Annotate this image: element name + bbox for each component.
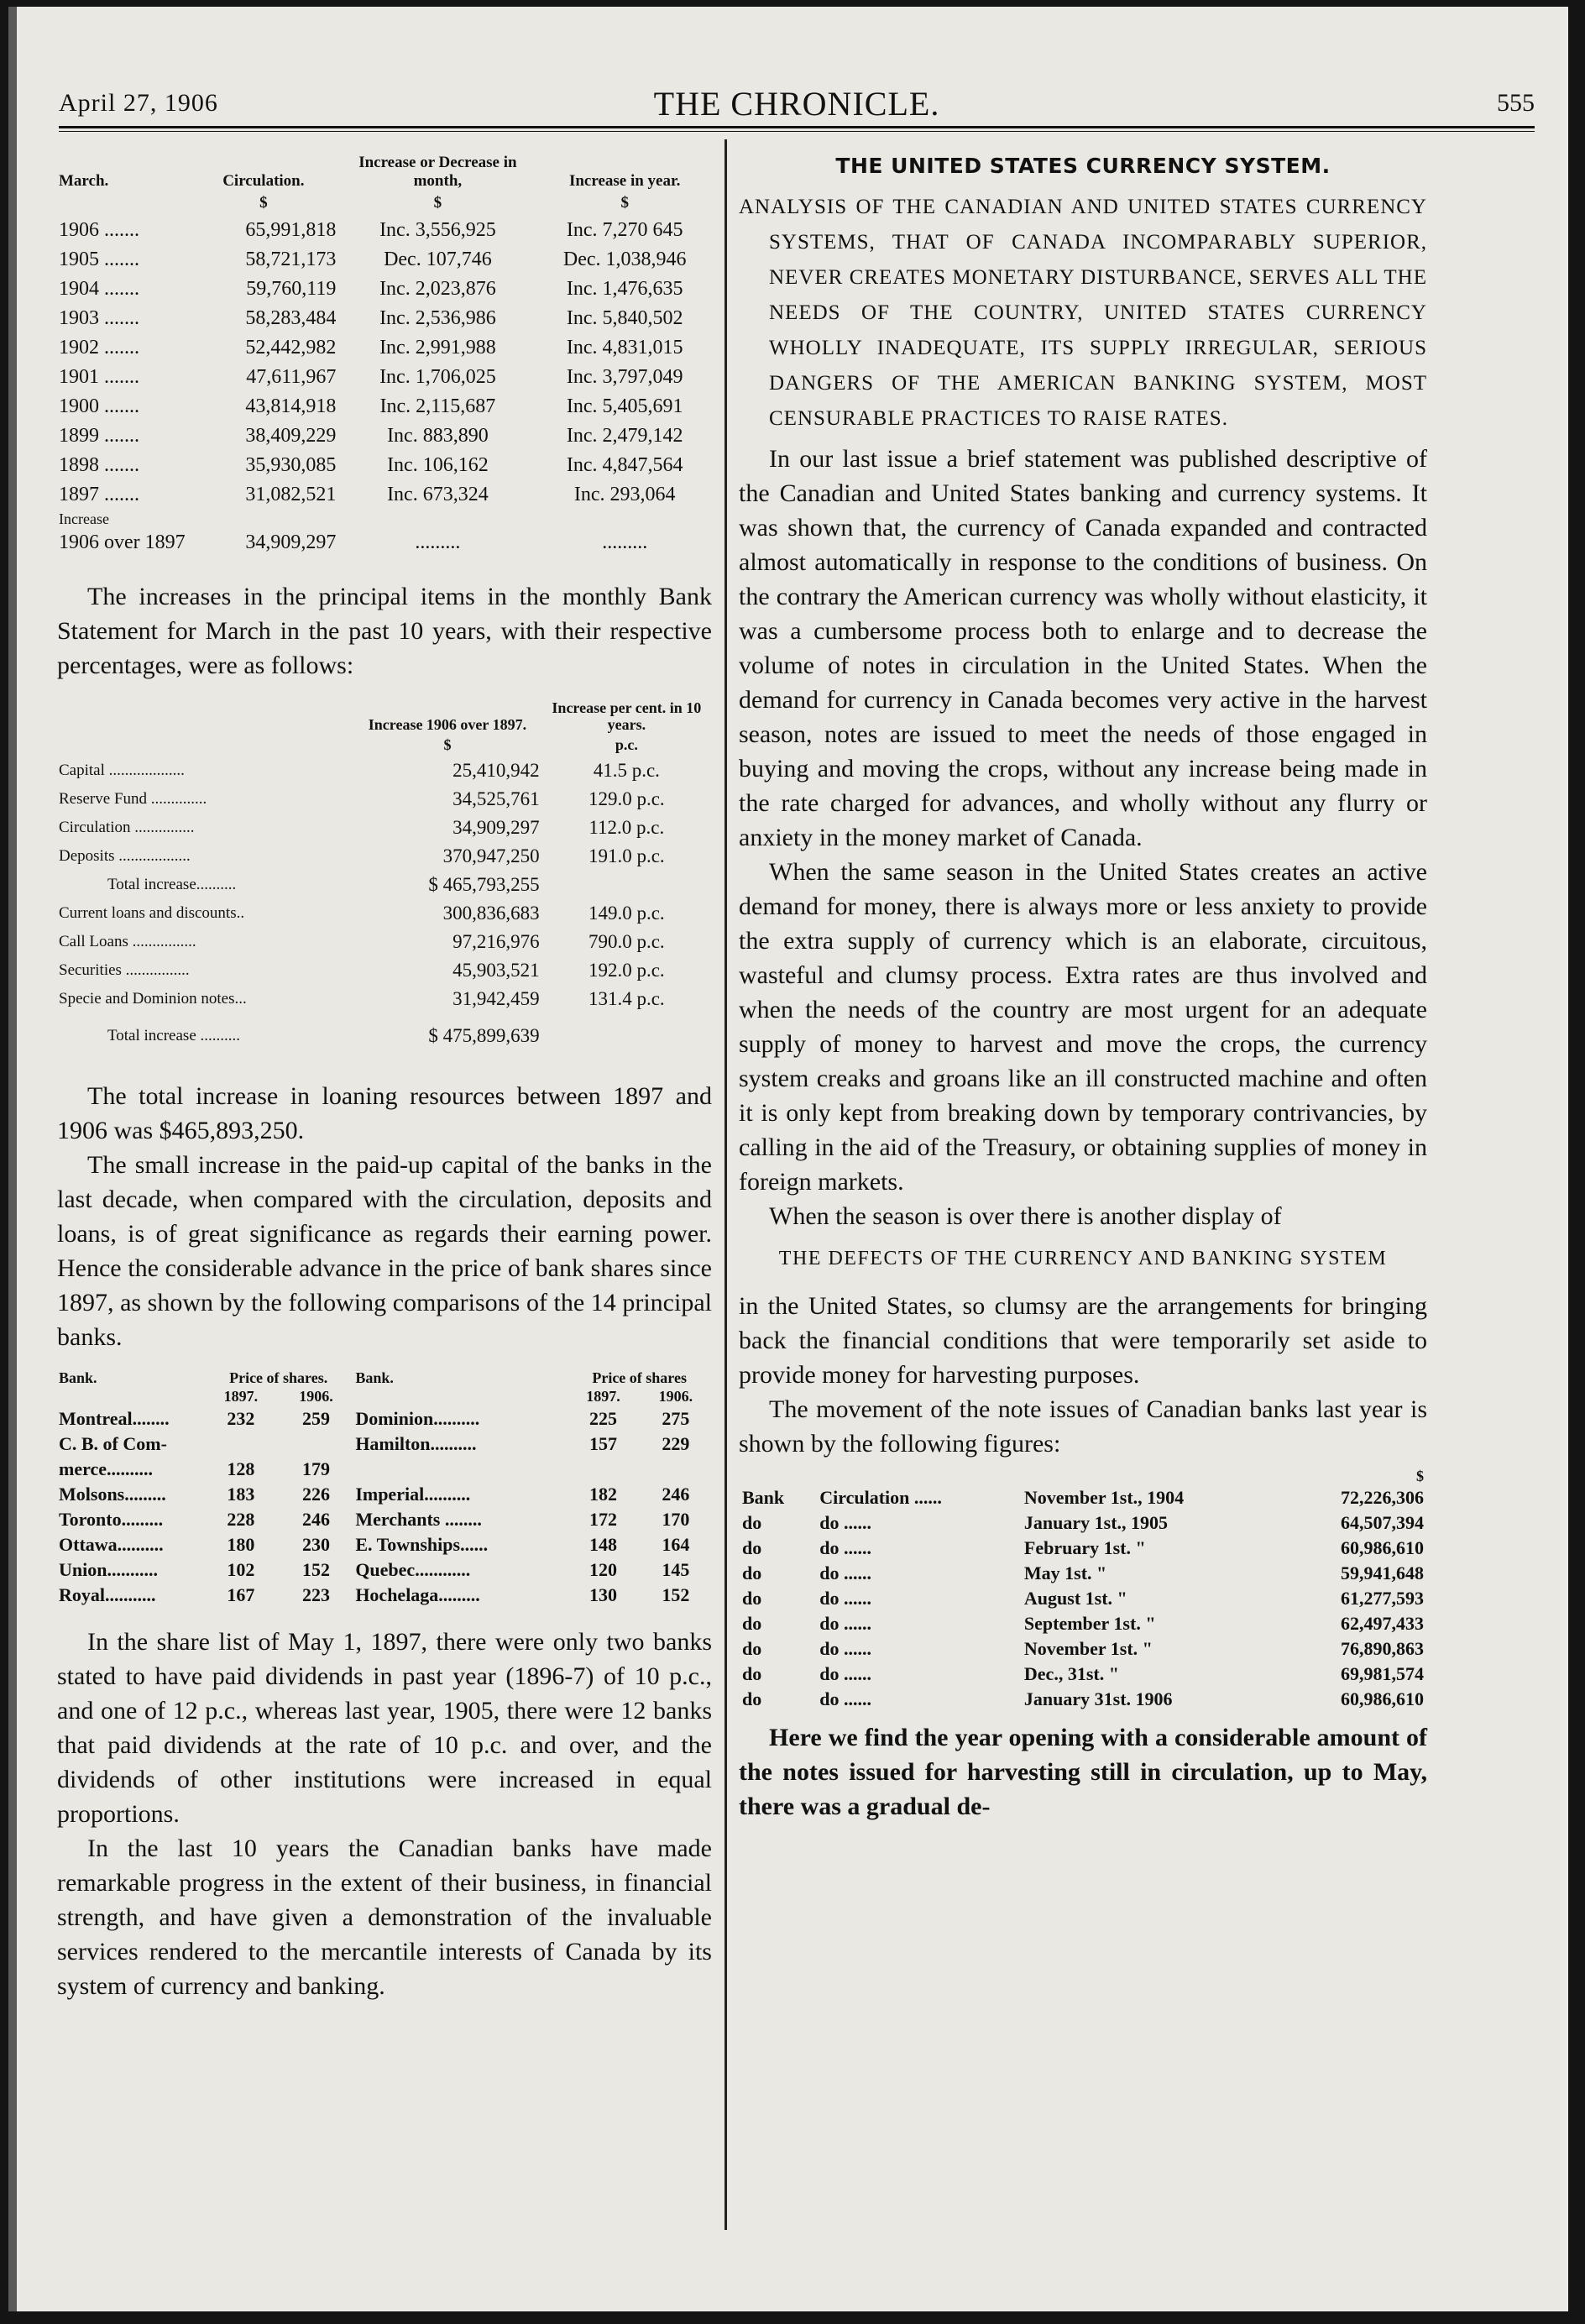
col-header-year-change: Increase in year. bbox=[568, 172, 681, 190]
price-1906-cell: 152 bbox=[662, 1584, 690, 1605]
para-small-increase: The small increase in the paid-up capital of the banks in the last decade, when compared with the circulation, deposits and loans, is of great significance as regards their earning power. Hence the considerable advance in the price of bank shares since 1897, as shown by the following comparisons of the 14 principal banks. bbox=[57, 1151, 712, 1351]
increase-cell: $ 465,793,255 bbox=[428, 874, 540, 895]
price-1897-cell: 228 bbox=[227, 1509, 255, 1530]
note-issue-row bbox=[739, 1611, 1427, 1636]
unit-cell: $ bbox=[259, 194, 268, 212]
circulation-cell: 38,409,229 bbox=[245, 425, 337, 447]
circulation-row bbox=[57, 275, 712, 304]
price-1897-cell bbox=[567, 1457, 639, 1482]
col-header-item bbox=[57, 699, 353, 736]
amount-cell: 59,941,648 bbox=[1341, 1562, 1424, 1583]
header-rule bbox=[59, 126, 1535, 128]
unit-cell: p.c. bbox=[615, 736, 638, 753]
col-header-1906-right: 1906. bbox=[658, 1388, 693, 1405]
col-header-1906-left: 1906. bbox=[299, 1388, 333, 1405]
bank-cell: do bbox=[742, 1512, 762, 1533]
bank-cell: do bbox=[742, 1562, 762, 1583]
price-1906-cell: 145 bbox=[662, 1559, 690, 1580]
para-increases: The increases in the principal items in the monthly Bank Statement for March in the past 10 years, with their respective percentages, were as follows: bbox=[57, 583, 712, 679]
year-change-cell: Inc. 7,270 645 bbox=[566, 219, 683, 241]
bank-name-cell: Quebec............ bbox=[355, 1559, 471, 1580]
price-1897-cell: 128 bbox=[227, 1458, 255, 1479]
bank-row bbox=[57, 1583, 712, 1608]
item-cell: Specie and Dominion notes... bbox=[59, 990, 247, 1008]
increase-row bbox=[57, 785, 712, 814]
increase-row bbox=[57, 814, 712, 842]
amount-cell: 60,986,610 bbox=[1341, 1688, 1424, 1709]
page-edge-shadow bbox=[8, 7, 17, 2311]
percent-cell: 129.0 p.c. bbox=[588, 788, 665, 809]
header-title: THE CHRONICLE. bbox=[653, 85, 940, 123]
price-1906-cell: 170 bbox=[662, 1509, 690, 1530]
increase-cell: 25,410,942 bbox=[452, 760, 540, 781]
col-header-month-change: Increase or Decrease in month, bbox=[358, 154, 517, 190]
para-season-over: When the season is over there is another display of bbox=[769, 1202, 1282, 1230]
year-change-cell: ......... bbox=[602, 531, 648, 553]
bank-cell: Bank bbox=[742, 1487, 785, 1508]
increase-row bbox=[57, 756, 712, 785]
year-change-cell: Inc. 1,476,635 bbox=[566, 278, 683, 300]
price-1897-cell: 102 bbox=[227, 1559, 255, 1580]
increase-label-row bbox=[57, 510, 712, 528]
increase-cell: 34,909,297 bbox=[452, 817, 540, 838]
increase-cell: 31,942,459 bbox=[452, 988, 540, 1009]
bank-name-cell: Merchants ........ bbox=[355, 1509, 482, 1530]
circulation-row bbox=[57, 421, 712, 451]
total-row bbox=[57, 1022, 712, 1050]
price-1906-cell: 259 bbox=[301, 1408, 330, 1429]
col-header-march: March. bbox=[59, 172, 109, 190]
increase-row bbox=[57, 956, 712, 985]
circulation-row bbox=[57, 392, 712, 421]
para-last-10-years: In the last 10 years the Canadian banks have made remarkable progress in the extent of their business, in financial strength, and have given a demonstration of the invaluable services rendered to the mercantile interests of Canada by its system of currency and banking. bbox=[57, 1835, 712, 2000]
increase-cell: $ 475,899,639 bbox=[428, 1025, 540, 1046]
price-1906-cell: 152 bbox=[301, 1559, 330, 1580]
month-change-cell: Inc. 883,890 bbox=[387, 425, 489, 447]
price-1906-cell: 179 bbox=[301, 1458, 330, 1479]
percent-cell: 131.4 p.c. bbox=[588, 988, 665, 1009]
increase-row bbox=[57, 899, 712, 928]
para-clumsy-arrangements: in the United States, so clumsy are the arrangements for bringing back the financial conditions that were temporarily set aside to provide money for harvesting purposes. bbox=[739, 1292, 1427, 1389]
month-change-cell: Inc. 3,556,925 bbox=[379, 219, 496, 241]
circulation-row bbox=[57, 363, 712, 392]
circulation-cell: 31,082,521 bbox=[245, 484, 337, 505]
percent-cell: 192.0 p.c. bbox=[588, 960, 665, 981]
item-cell: Current loans and discounts.. bbox=[59, 904, 245, 922]
header-page-number: 555 bbox=[1497, 89, 1535, 117]
para-year-opening: Here we find the year opening with a considerable amount of the notes issued for harvesting still in circulation, up to May, there was a gradual de- bbox=[739, 1724, 1427, 1820]
unit-cell: $ bbox=[443, 736, 452, 753]
unit-cell: $ bbox=[433, 194, 442, 212]
year-cell: 1906 over 1897 bbox=[59, 531, 186, 553]
circulation-cell: 52,442,982 bbox=[245, 337, 337, 359]
circulation-label-cell: do ...... bbox=[819, 1638, 871, 1659]
increase-rows bbox=[57, 756, 712, 1050]
circulation-cell: 65,991,818 bbox=[245, 219, 337, 241]
month-change-cell: Dec. 107,746 bbox=[384, 249, 492, 270]
note-issue-row bbox=[739, 1561, 1427, 1586]
col-header-bank-left: Bank. bbox=[59, 1369, 97, 1386]
para-total-increase: The total increase in loaning resources between 1897 and 1906 was $465,893,250. bbox=[57, 1082, 712, 1144]
price-1906-cell: 275 bbox=[662, 1408, 690, 1429]
bank-cell: do bbox=[742, 1537, 762, 1558]
para-last-issue: In our last issue a brief statement was published descriptive of the Canadian and United States banking and currency systems. It was shown that, the currency of Canada expanded and contracted almost automatically in response to the conditions of business. On the contrary the American currency was wholly without elasticity, it was a cumbersome process both to enlarge and to decrease the volume of notes in circulation in the United States. When the demand for currency in Canada becomes very active in the harvest season, notes are issued to meet the needs of those engaged in buying and moving the crops, without any increase being made in the rate charged for advances, and wholly without any flurry or anxiety in the money market of Canada. bbox=[739, 445, 1427, 851]
amount-cell: 69,981,574 bbox=[1341, 1663, 1424, 1684]
year-cell: 1905 ....... bbox=[59, 249, 139, 270]
para-same-season: When the same season in the United States creates an active demand for money, there is always more or less anxiety to provide the extra supply of currency which is an elaborate, circuitous, wasteful and clumsy process. Extra rates are thus involved and when the needs of the country are most urgent for an adequate supply of money to harvest and move the crops, the currency system creaks and groans like an ill constructed machine and often it is only kept from breaking down by temporary contrivancies, by calling in the aid of the Treasury, or obtaining supplies of money in foreign markets. bbox=[739, 858, 1427, 1196]
price-1897-cell: 225 bbox=[588, 1408, 617, 1429]
price-1897-cell: 130 bbox=[588, 1584, 617, 1605]
bank-cell: do bbox=[742, 1688, 762, 1709]
year-cell: 1904 ....... bbox=[59, 278, 139, 300]
circulation-label-cell: Circulation ...... bbox=[819, 1487, 942, 1508]
bank-name-cell: Hamilton.......... bbox=[355, 1433, 477, 1454]
bank-name-cell: merce.......... bbox=[59, 1458, 153, 1479]
article-subheading: ANALYSIS OF THE CANADIAN AND UNITED STATES CURRENCY SYSTEMS, THAT OF CANADA INCOMPARABLY SUPERIOR, NEVER CREATES MONETARY DISTURBANCE, SERVES ALL THE NEEDS OF THE COUNTRY, UNITED STATES CURRENCY WHOLLY INADEQUATE, ITS SUPPLY IRREGULAR, SERIOUS DANGERS OF THE AMERICAN BANKING SYSTEM, MOST CENSURABLE PRACTICES TO RAISE RATES. bbox=[739, 196, 1427, 430]
bank-share-table bbox=[57, 1369, 712, 1608]
year-cell: 1899 ....... bbox=[59, 425, 139, 447]
bank-name-cell: Ottawa.......... bbox=[59, 1534, 164, 1555]
year-cell: 1906 ....... bbox=[59, 219, 139, 241]
unit-cell: $ bbox=[620, 194, 629, 212]
bank-name-cell: C. B. of Com- bbox=[59, 1433, 167, 1454]
date-cell: January 1st., 1905 bbox=[1023, 1512, 1169, 1533]
amount-cell: 76,890,863 bbox=[1341, 1638, 1424, 1659]
circulation-cell: 58,283,484 bbox=[245, 307, 337, 329]
bank-name-cell: Dominion.......... bbox=[355, 1408, 480, 1429]
year-change-cell: Inc. 3,797,049 bbox=[566, 366, 683, 388]
unit-cell bbox=[57, 194, 189, 216]
para-note-movement: The movement of the note issues of Canadian banks last year is shown by the following figures: bbox=[739, 1395, 1427, 1458]
bank-row bbox=[57, 1432, 712, 1457]
header-date: April 27, 1906 bbox=[59, 89, 218, 117]
newspaper-page bbox=[8, 7, 1568, 2311]
spacer-row bbox=[57, 1013, 712, 1022]
bank-cell: do bbox=[742, 1638, 762, 1659]
date-cell: February 1st. " bbox=[1023, 1537, 1146, 1558]
increase-table bbox=[57, 699, 712, 1050]
price-1906-cell bbox=[279, 1432, 354, 1457]
item-cell: Capital ................... bbox=[59, 762, 185, 779]
circulation-cell: 43,814,918 bbox=[245, 395, 337, 417]
bank-name-cell: E. Townships...... bbox=[355, 1534, 489, 1555]
col-header-percent: Increase per cent. in 10 years. bbox=[552, 699, 702, 733]
col-header-price-right: Price of shares bbox=[592, 1369, 687, 1386]
circulation-label-cell: do ...... bbox=[819, 1512, 871, 1533]
right-column bbox=[739, 154, 1427, 1824]
year-change-cell: Inc. 4,831,015 bbox=[566, 337, 683, 359]
bank-name-cell bbox=[353, 1457, 567, 1482]
date-cell: August 1st. " bbox=[1023, 1588, 1127, 1609]
date-cell: May 1st. " bbox=[1023, 1562, 1107, 1583]
year-change-cell: Inc. 2,479,142 bbox=[566, 425, 683, 447]
year-cell: 1897 ....... bbox=[59, 484, 139, 505]
item-cell: Reserve Fund .............. bbox=[59, 790, 207, 808]
year-cell: 1903 ....... bbox=[59, 307, 139, 329]
circulation-label-cell: do ...... bbox=[819, 1537, 871, 1558]
year-change-cell: Inc. 5,405,691 bbox=[566, 395, 683, 417]
circulation-label-cell: do ...... bbox=[819, 1562, 871, 1583]
increase-cell: 370,947,250 bbox=[442, 845, 540, 866]
price-1906-cell: 246 bbox=[301, 1509, 330, 1530]
year-change-cell: Inc. 293,064 bbox=[573, 484, 676, 505]
amount-cell: 64,507,394 bbox=[1341, 1512, 1424, 1533]
total-row bbox=[57, 871, 712, 899]
note-issue-row bbox=[739, 1586, 1427, 1611]
note-issue-row bbox=[739, 1687, 1427, 1712]
percent-cell: 149.0 p.c. bbox=[588, 903, 665, 924]
year-change-cell: Dec. 1,038,946 bbox=[562, 249, 687, 270]
percent-cell: 112.0 p.c. bbox=[588, 817, 665, 838]
price-1906-cell: 223 bbox=[301, 1584, 330, 1605]
unit-cell: $ bbox=[1416, 1468, 1424, 1484]
bank-name-cell: Royal........... bbox=[59, 1584, 156, 1605]
note-issues-table bbox=[739, 1468, 1427, 1712]
price-1897-cell: 183 bbox=[227, 1484, 255, 1505]
header-rule-thin bbox=[59, 131, 1535, 132]
month-change-cell: ......... bbox=[415, 531, 461, 553]
col-header-price-left: Price of shares. bbox=[229, 1369, 328, 1386]
note-issue-row bbox=[739, 1536, 1427, 1561]
bank-row bbox=[57, 1406, 712, 1432]
item-cell: Total increase.......... bbox=[107, 876, 237, 893]
percent-cell: 41.5 p.c. bbox=[593, 760, 660, 781]
increase-cell: 45,903,521 bbox=[452, 960, 540, 981]
bank-name-cell: Hochelaga......... bbox=[355, 1584, 480, 1605]
page-header bbox=[59, 84, 1535, 123]
note-issue-row bbox=[739, 1662, 1427, 1687]
item-cell: Deposits .................. bbox=[59, 847, 191, 865]
item-cell: Securities ................ bbox=[59, 961, 190, 979]
price-1897-cell: 172 bbox=[588, 1509, 617, 1530]
bank-cell: do bbox=[742, 1663, 762, 1684]
price-1906-cell: 164 bbox=[662, 1534, 690, 1555]
para-share-list: In the share list of May 1, 1897, there were only two banks stated to have paid dividends in past year (1896-7) of 10 p.c., and one of 12 p.c., whereas last year, 1905, there were 12 banks that paid dividends at the rate of 10 p.c. and over, and the dividends of other institutions were increased in equal proportions. bbox=[57, 1628, 712, 1828]
year-cell: 1902 ....... bbox=[59, 337, 139, 359]
circulation-row bbox=[57, 245, 712, 275]
month-change-cell: Inc. 106,162 bbox=[387, 454, 489, 476]
circulation-label-cell: do ...... bbox=[819, 1588, 871, 1609]
month-change-cell: Inc. 2,991,988 bbox=[379, 337, 496, 359]
bank-name-cell: Montreal........ bbox=[59, 1408, 170, 1429]
percent-cell bbox=[541, 1022, 712, 1050]
col-header-1897-left: 1897. bbox=[223, 1388, 259, 1405]
note-issue-row bbox=[739, 1636, 1427, 1662]
year-change-cell: Inc. 5,840,502 bbox=[566, 307, 683, 329]
note-issue-row bbox=[739, 1485, 1427, 1510]
increase-row bbox=[57, 985, 712, 1013]
amount-cell: 72,226,306 bbox=[1341, 1487, 1424, 1508]
price-1897-cell: 120 bbox=[588, 1559, 617, 1580]
date-cell: Dec., 31st. " bbox=[1023, 1663, 1119, 1684]
price-1897-cell bbox=[203, 1432, 279, 1457]
price-1906-cell: 246 bbox=[662, 1484, 690, 1505]
increase-cell: 97,216,976 bbox=[452, 931, 540, 952]
circulation-cell: 34,909,297 bbox=[245, 531, 337, 553]
bank-name-cell: Imperial.......... bbox=[355, 1484, 471, 1505]
bank-row bbox=[57, 1532, 712, 1557]
note-issues-rows bbox=[739, 1485, 1427, 1712]
circulation-table bbox=[57, 154, 712, 557]
percent-cell: 191.0 p.c. bbox=[588, 845, 665, 866]
circulation-row bbox=[57, 333, 712, 363]
date-cell: January 31st. 1906 bbox=[1023, 1688, 1173, 1709]
bank-row bbox=[57, 1557, 712, 1583]
month-change-cell: Inc. 2,115,687 bbox=[379, 395, 496, 417]
price-1906-cell bbox=[640, 1457, 712, 1482]
bank-share-rows bbox=[57, 1406, 712, 1608]
bank-cell: do bbox=[742, 1588, 762, 1609]
circulation-cell: 35,930,085 bbox=[245, 454, 337, 476]
bank-name-cell: Toronto......... bbox=[59, 1509, 164, 1530]
circulation-label-cell: do ...... bbox=[819, 1613, 871, 1634]
bank-row bbox=[57, 1457, 712, 1482]
percent-cell: 790.0 p.c. bbox=[588, 931, 665, 952]
circulation-cell: 47,611,967 bbox=[246, 366, 337, 388]
date-cell: November 1st. " bbox=[1023, 1638, 1153, 1659]
increase-cell: 300,836,683 bbox=[442, 903, 540, 924]
item-cell: Circulation ............... bbox=[59, 819, 195, 836]
col-header-circulation: Circulation. bbox=[222, 172, 305, 190]
circulation-label-cell: do ...... bbox=[819, 1663, 871, 1684]
defects-heading: THE DEFECTS OF THE CURRENCY AND BANKING SYSTEM bbox=[778, 1248, 1388, 1269]
circulation-row bbox=[57, 216, 712, 245]
price-1897-cell: 180 bbox=[227, 1534, 255, 1555]
price-1897-cell: 182 bbox=[588, 1484, 617, 1505]
col-header-1897-right: 1897. bbox=[586, 1388, 620, 1405]
item-cell: Call Loans ................ bbox=[59, 933, 196, 950]
price-1897-cell: 167 bbox=[227, 1584, 255, 1605]
column-divider bbox=[724, 139, 727, 2230]
circulation-row bbox=[57, 304, 712, 333]
increase-total-row bbox=[57, 528, 712, 557]
bank-name-cell: Molsons......... bbox=[59, 1484, 166, 1505]
year-cell: 1900 ....... bbox=[59, 395, 139, 417]
circulation-cell: 59,760,119 bbox=[246, 278, 337, 300]
increase-row bbox=[57, 928, 712, 956]
increase-row bbox=[57, 842, 712, 871]
year-change-cell: Inc. 4,847,564 bbox=[566, 454, 683, 476]
month-change-cell: Inc. 673,324 bbox=[387, 484, 489, 505]
month-change-cell: Inc. 2,023,876 bbox=[379, 278, 496, 300]
month-change-cell: Inc. 1,706,025 bbox=[379, 366, 496, 388]
item-cell: Total increase .......... bbox=[107, 1027, 241, 1044]
circulation-label-cell: do ...... bbox=[819, 1688, 871, 1709]
bank-row bbox=[57, 1482, 712, 1507]
article-heading: THE UNITED STATES CURRENCY SYSTEM. bbox=[835, 154, 1331, 178]
col-header-bank-right: Bank. bbox=[355, 1369, 394, 1386]
year-cell: 1898 ....... bbox=[59, 454, 139, 476]
increase-cell: 34,525,761 bbox=[452, 788, 540, 809]
unit-cell bbox=[57, 736, 353, 756]
year-cell: 1901 ....... bbox=[59, 366, 139, 388]
amount-cell: 62,497,433 bbox=[1341, 1613, 1424, 1634]
left-column bbox=[57, 154, 712, 2003]
price-1897-cell: 157 bbox=[588, 1433, 617, 1454]
note-issue-row bbox=[739, 1510, 1427, 1536]
bank-cell: do bbox=[742, 1613, 762, 1634]
month-change-cell: Inc. 2,536,986 bbox=[379, 307, 496, 329]
circulation-rows bbox=[57, 216, 712, 557]
price-1897-cell: 232 bbox=[227, 1408, 255, 1429]
date-cell: November 1st., 1904 bbox=[1023, 1487, 1185, 1508]
price-1897-cell: 148 bbox=[588, 1534, 617, 1555]
increase-label: Increase bbox=[59, 510, 109, 527]
bank-name-cell: Union........... bbox=[59, 1559, 158, 1580]
circulation-cell: 58,721,173 bbox=[245, 249, 337, 270]
circulation-row bbox=[57, 451, 712, 480]
amount-cell: 61,277,593 bbox=[1341, 1588, 1424, 1609]
date-cell: September 1st. " bbox=[1023, 1613, 1156, 1634]
amount-cell: 60,986,610 bbox=[1341, 1537, 1424, 1558]
col-header-increase: Increase 1906 over 1897. bbox=[368, 716, 527, 733]
bank-row bbox=[57, 1507, 712, 1532]
price-1906-cell: 229 bbox=[662, 1433, 690, 1454]
price-1906-cell: 230 bbox=[301, 1534, 330, 1555]
price-1906-cell: 226 bbox=[301, 1484, 330, 1505]
percent-cell bbox=[541, 871, 712, 899]
circulation-row bbox=[57, 480, 712, 510]
